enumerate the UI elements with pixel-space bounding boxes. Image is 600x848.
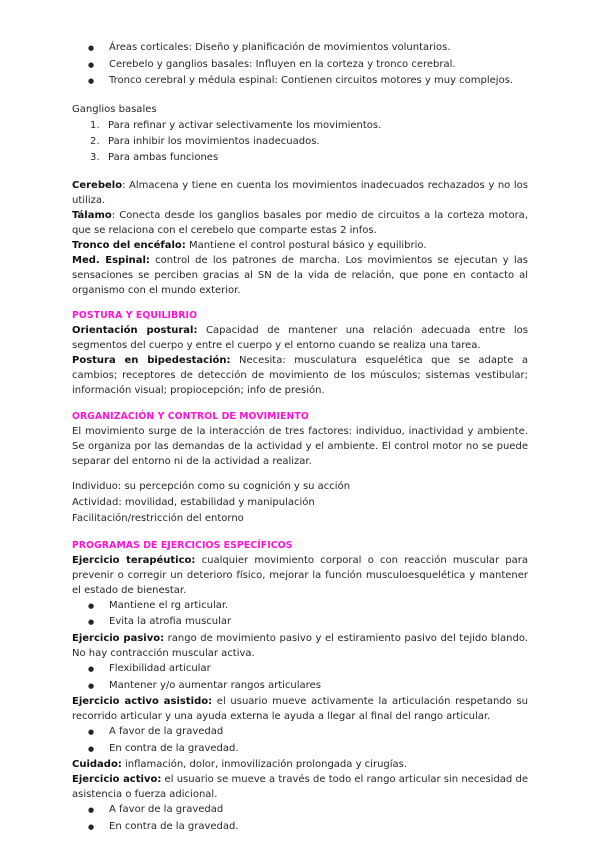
list-item: ● Mantener y/o aumentar rangos articulares — [88, 678, 528, 695]
activo-bullets — [72, 802, 528, 835]
organizacion-line: Facilitación/restricción del entorno — [72, 512, 244, 524]
organizacion-line: Individuo: su percepción como su cognición y su acción — [72, 480, 351, 492]
section-heading-postura: POSTURA Y EQUILIBRIO — [72, 309, 198, 321]
pasivo-bullets — [72, 661, 528, 694]
list-item: ● Flexibilidad articular — [88, 661, 528, 678]
section-heading-organizacion: ORGANIZACIÓN Y CONTROL DE MOVIMIENTO — [72, 410, 309, 422]
postura-bipedestacion: Postura en bipedestación: Necesita: musculatura esquelética que se adapte a cambios; receptores de detección de movimiento de los músculos; sistemas vestibular; información visual; propiocepción; info de presión. — [72, 354, 528, 396]
list-item: ● Tronco cerebral y médula espinal: Contienen circuitos motores y muy complejos. — [88, 73, 528, 90]
ejercicio-activo-asistido: Ejercicio activo asistido: el usuario mueve activamente la articulación respetando su recorrido articular y una ayuda externa le ayuda a llegar al final del rango articular. — [72, 696, 528, 723]
list-item: ● En contra de la gravedad. — [88, 741, 528, 758]
postura-orientacion: Orientación postural: Capacidad de mantener una relación adecuada entre los segmentos del cuerpo y entre el cuerpo y el entorno cuando se realiza una tarea. — [72, 324, 528, 351]
activo-asistido-bullets — [72, 724, 528, 757]
ejercicio-activo: Ejercicio activo: el usuario se mueve a través de todo el rango articular sin necesidad de asistencia o fuerza adicional. — [72, 774, 528, 801]
ganglios-title: Ganglios basales — [72, 103, 157, 115]
section-heading-programas: PROGRAMAS DE EJERCICIOS ESPECÍFICOS — [72, 539, 293, 551]
list-item: ● A favor de la gravedad — [88, 724, 528, 741]
list-item: ● A favor de la gravedad — [88, 802, 528, 819]
list-item: ● Áreas corticales: Diseño y planificación de movimientos voluntarios. — [88, 40, 528, 57]
ganglios-list — [72, 118, 528, 166]
organizacion-paragraph: El movimiento surge de la interacción de tres factores: individuo, inactividad y ambiente. Se organiza por las demandas de la actividad y el ambiente. El control motor no se puede separar del entorno ni de la actividad a realizar. — [72, 425, 528, 467]
list-item: 2. Para inhibir los movimientos inadecuados. — [90, 135, 320, 147]
intro-bullet-list — [72, 40, 528, 90]
list-item: ● Cerebelo y ganglios basales: Influyen en la corteza y tronco cerebral. — [88, 57, 528, 74]
def-cerebelo: Cerebelo: Almacena y tiene en cuenta los movimientos inadecuados rechazados y no los utiliza. — [72, 179, 528, 206]
def-talamo: Tálamo: Conecta desde los ganglios basales por medio de circuitos a la corteza motora, que se relaciona con el cerebelo que comparte estas 2 infos. — [72, 209, 528, 236]
organizacion-line: Actividad: movilidad, estabilidad y manipulación — [72, 496, 315, 508]
def-tronco: Tronco del encéfalo: Mantiene el control postural básico y equilibrio. — [72, 239, 427, 251]
def-medula: Med. Espinal: control de los patrones de marcha. Los movimientos se ejecutan y las sensaciones se perciben gracias al SN de la vida de relación, que pone en contacto al organismo con el mundo exterior. — [72, 254, 528, 296]
list-item: ● Mantiene el rg articular. — [88, 598, 528, 615]
terapeutico-bullets — [72, 598, 528, 631]
list-item: ● En contra de la gravedad. — [88, 819, 528, 836]
ejercicio-pasivo: Ejercicio pasivo: rango de movimiento pasivo y el estiramiento pasivo del tejido blando. No hay contracción muscular activa. — [72, 632, 528, 659]
list-item: ● Evita la atrofia muscular — [88, 614, 528, 631]
ejercicio-terapeutico: Ejercicio terapéutico: cualquier movimiento corporal o con reacción muscular para prevenir o corregir un deterioro físico, mejorar la función musculoesquelética y mantener el estado de bienestar. — [72, 554, 529, 596]
list-item: 1. Para refinar y activar selectivamente los movimientos. — [90, 119, 382, 131]
list-item: 3. Para ambas funciones — [90, 151, 219, 163]
cuidado-note: Cuidado: inflamación, dolor, inmovilización prolongada y cirugías. — [72, 759, 408, 771]
document-page — [72, 40, 528, 836]
